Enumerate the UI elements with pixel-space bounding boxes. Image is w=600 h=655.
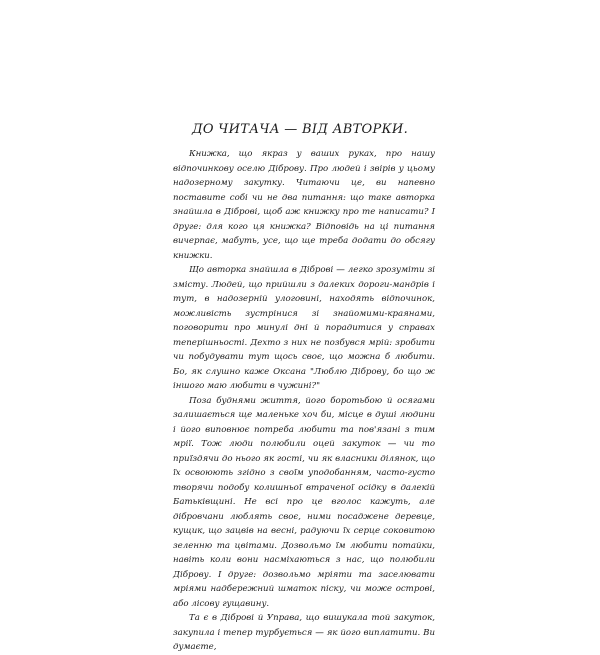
paragraph: Поза буднями життя, його боротьбою й осягами залишається ще маленьке хоч би, місце в душі людини і його виповнює потреба любити та пов'язані з тим мрії. Тож люди полюбили оцей закуток — чи то приїздячи до нього як гості, чи як власники ділянок, що їх освоюють згідно з своїм уподобанням, часто-густо творячи подобу колишньої втраченої осідку в далекій Батьківщині. Не всі про це вголос кажуть, але дібровчани люблять своє, ними посаджене деревце, кущик, що зацвів на весні, радуючи їх серце соковитою зеленню та цвітами. Дозвольмо їм любити потайки, навіть коли вони насміхаються з нас, що полюбили Діброву. І друге: дозвольмо мріяти та заселювати мріями надбережний шматок піску, чи може острові, або лісову гущавину. [173,395,435,609]
page-title: ДО ЧИТАЧА — ВІД АВТОРКИ. [191,122,408,137]
text-column [173,147,435,655]
paragraph: Та є в Діброві й Управа, що вишукала той закуток, закупила і тепер турбується — як його виплатити. Ви думаєте, [173,613,435,652]
paragraph: Книжка, що якраз у ваших руках, про нашу відпочинкову оселю Діброву. Про людей і звірів у цьому надозерному закутку. Читаючи це, ви напевно поставите собі чи не два питання: що таке авторка знайшла в Діброві, щоб аж книжку про те написати? І друге: для кого ця книжка? Відповідь на ці питання вичерпає, мабуть, усе, що ще треба додати до обсягу книжки. [173,149,435,261]
paragraph: Що авторка знайшла в Діброві — легко зрозуміти зі змісту. Людей, що прийшли з далеких дороги-мандрів і тут, в надозерній улоговині, находять відпочинок, можливість зустрінися зі знайомими-краянами, поговорити про минулі дні й порадитися у справах теперішньості. Дехто з них не позбувся мрій: зробити чи побудувати тут щось своє, що можна б любити. Бо, як слушно каже Оксана "Люблю Діброву, бо що ж іншого маю любити в чужині?" [173,265,435,391]
